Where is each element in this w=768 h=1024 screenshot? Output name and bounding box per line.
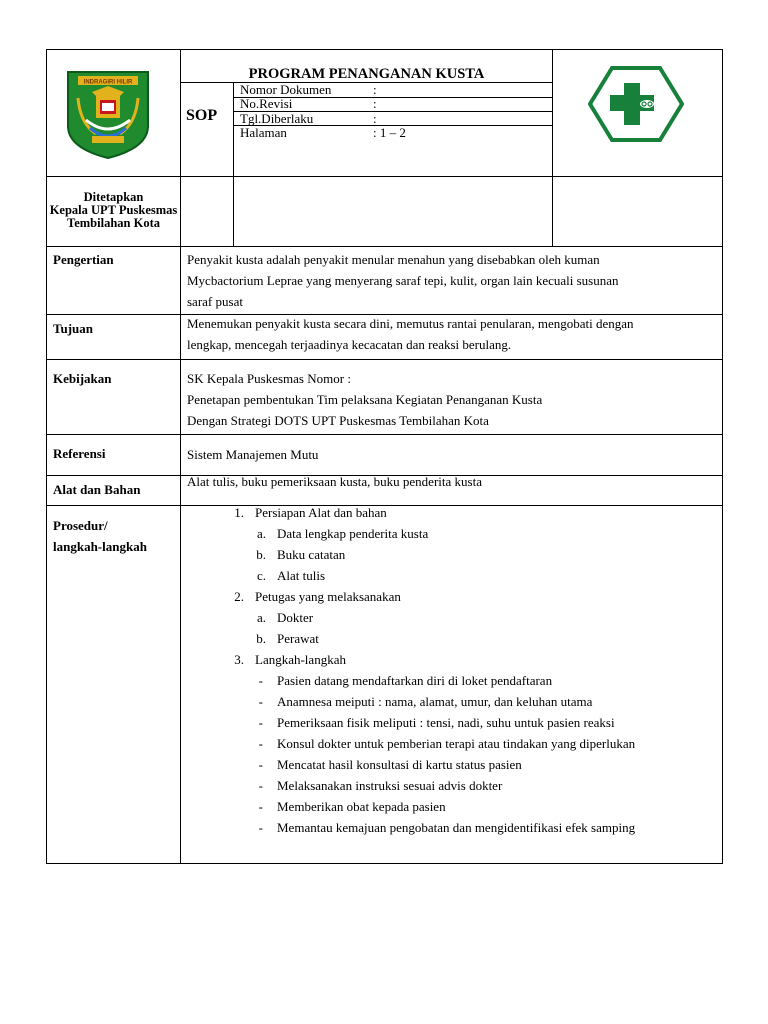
- text-pengertian: [187, 249, 719, 312]
- text-tujuan: [187, 313, 719, 355]
- ditetapkan-line-2: Kepala UPT Puskesmas: [49, 203, 178, 217]
- label-kebijakan: Kebijakan: [53, 371, 112, 386]
- label-tujuan: Tujuan: [53, 321, 93, 336]
- meta-label-tgl: Tgl.Diberlaku: [240, 111, 314, 126]
- step-marker: 2.: [234, 589, 244, 604]
- step-marker: -: [258, 820, 263, 835]
- step-text: Konsul dokter untuk pemberian terapi atau tindakan yang diperlukan: [277, 736, 636, 751]
- meta-value-revisi: :: [373, 96, 377, 111]
- text-referensi: Sistem Manajemen Mutu: [187, 447, 319, 462]
- document-title: PROGRAM PENANGANAN KUSTA: [248, 66, 485, 82]
- step-text: Anamnesa meiputi : nama, alamat, umur, dan keluhan utama: [277, 694, 593, 709]
- step-text: Persiapan Alat dan bahan: [255, 505, 387, 520]
- step-marker: -: [258, 757, 263, 772]
- step-marker: a.: [256, 526, 266, 541]
- text-kebijakan: [187, 368, 719, 431]
- step-marker: -: [258, 673, 263, 688]
- step-marker: -: [258, 778, 263, 793]
- step-text: Alat tulis: [277, 568, 326, 583]
- meta-label-nomor: Nomor Dokumen: [240, 82, 332, 97]
- label-prosedur-line-2: langkah-langkah: [53, 539, 147, 554]
- step-text: Data lengkap penderita kusta: [277, 526, 429, 541]
- label-prosedur: [53, 515, 147, 557]
- step-text: Mencatat hasil konsultasi di kartu status pasien: [277, 757, 522, 772]
- meta-value-halaman: : 1 – 2: [373, 125, 406, 140]
- sop-label: SOP: [186, 107, 218, 124]
- label-alat-bahan: Alat dan Bahan: [53, 482, 141, 497]
- step-text: Buku catatan: [277, 547, 346, 562]
- pengertian-line: Mycbactorium Leprae yang menyerang saraf tepi, kulit, organ lain kecuali susunan: [187, 273, 619, 288]
- svg-text:INDRAGIRI HILIR: INDRAGIRI HILIR: [83, 79, 133, 86]
- pengertian-line: Penyakit kusta adalah penyakit menular menahun yang disebabkan oleh kuman: [187, 252, 600, 267]
- step-text: Langkah-langkah: [255, 652, 346, 667]
- ditetapkan-line-3: Tembilahan Kota: [67, 216, 160, 230]
- step-text: Perawat: [277, 631, 319, 646]
- step-marker: -: [258, 715, 263, 730]
- step-marker: b.: [256, 631, 266, 646]
- meta-value-tgl: :: [373, 111, 377, 126]
- meta-value-nomor: :: [373, 82, 377, 97]
- label-referensi: Referensi: [53, 446, 106, 461]
- step-text: Memantau kemajuan pengobatan dan mengidentifikasi efek samping: [277, 820, 636, 835]
- step-marker: a.: [256, 610, 266, 625]
- ditetapkan-block: [47, 191, 180, 230]
- step-marker: 3.: [234, 652, 244, 667]
- puskesmas-cross-icon: [588, 65, 684, 143]
- kebijakan-line: Dengan Strategi DOTS UPT Puskesmas Tembilahan Kota: [187, 413, 489, 428]
- step-marker: b.: [256, 547, 266, 562]
- step-text: Petugas yang melaksanakan: [255, 589, 401, 604]
- label-prosedur-line-1: Prosedur/: [53, 518, 108, 533]
- step-text: Dokter: [277, 610, 314, 625]
- step-text: Melaksanakan instruksi sesuai advis dokter: [277, 778, 503, 793]
- step-text: Memberikan obat kepada pasien: [277, 799, 446, 814]
- label-pengertian: Pengertian: [53, 252, 114, 267]
- ditetapkan-line-1: Ditetapkan: [83, 190, 144, 204]
- pengertian-line: saraf pusat: [187, 294, 243, 309]
- meta-label-revisi: No.Revisi: [240, 96, 293, 111]
- step-marker: -: [258, 694, 263, 709]
- step-marker: 1.: [234, 505, 244, 520]
- puskesmas-logo: [588, 65, 684, 143]
- step-text: Pemeriksaan fisik meliputi : tensi, nadi, suhu untuk pasien reaksi: [277, 715, 615, 730]
- step-text: Pasien datang mendaftarkan diri di loket pendaftaran: [277, 673, 553, 688]
- emblem-icon: [66, 68, 150, 160]
- tujuan-line: lengkap, mencegah terjaadinya kecacatan dan reaksi berulang.: [187, 337, 512, 352]
- text-alat-bahan: Alat tulis, buku pemeriksaan kusta, buku penderita kusta: [187, 474, 482, 489]
- tujuan-line: Menemukan penyakit kusta secara dini, memutus rantai penularan, mengobati dengan: [187, 316, 634, 331]
- step-marker: -: [258, 799, 263, 814]
- regional-emblem: [66, 68, 150, 160]
- step-marker: -: [258, 736, 263, 751]
- kebijakan-line: SK Kepala Puskesmas Nomor :: [187, 371, 351, 386]
- meta-label-halaman: Halaman: [240, 125, 287, 140]
- step-marker: c.: [256, 568, 266, 583]
- kebijakan-line: Penetapan pembentukan Tim pelaksana Kegiatan Penanganan Kusta: [187, 392, 543, 407]
